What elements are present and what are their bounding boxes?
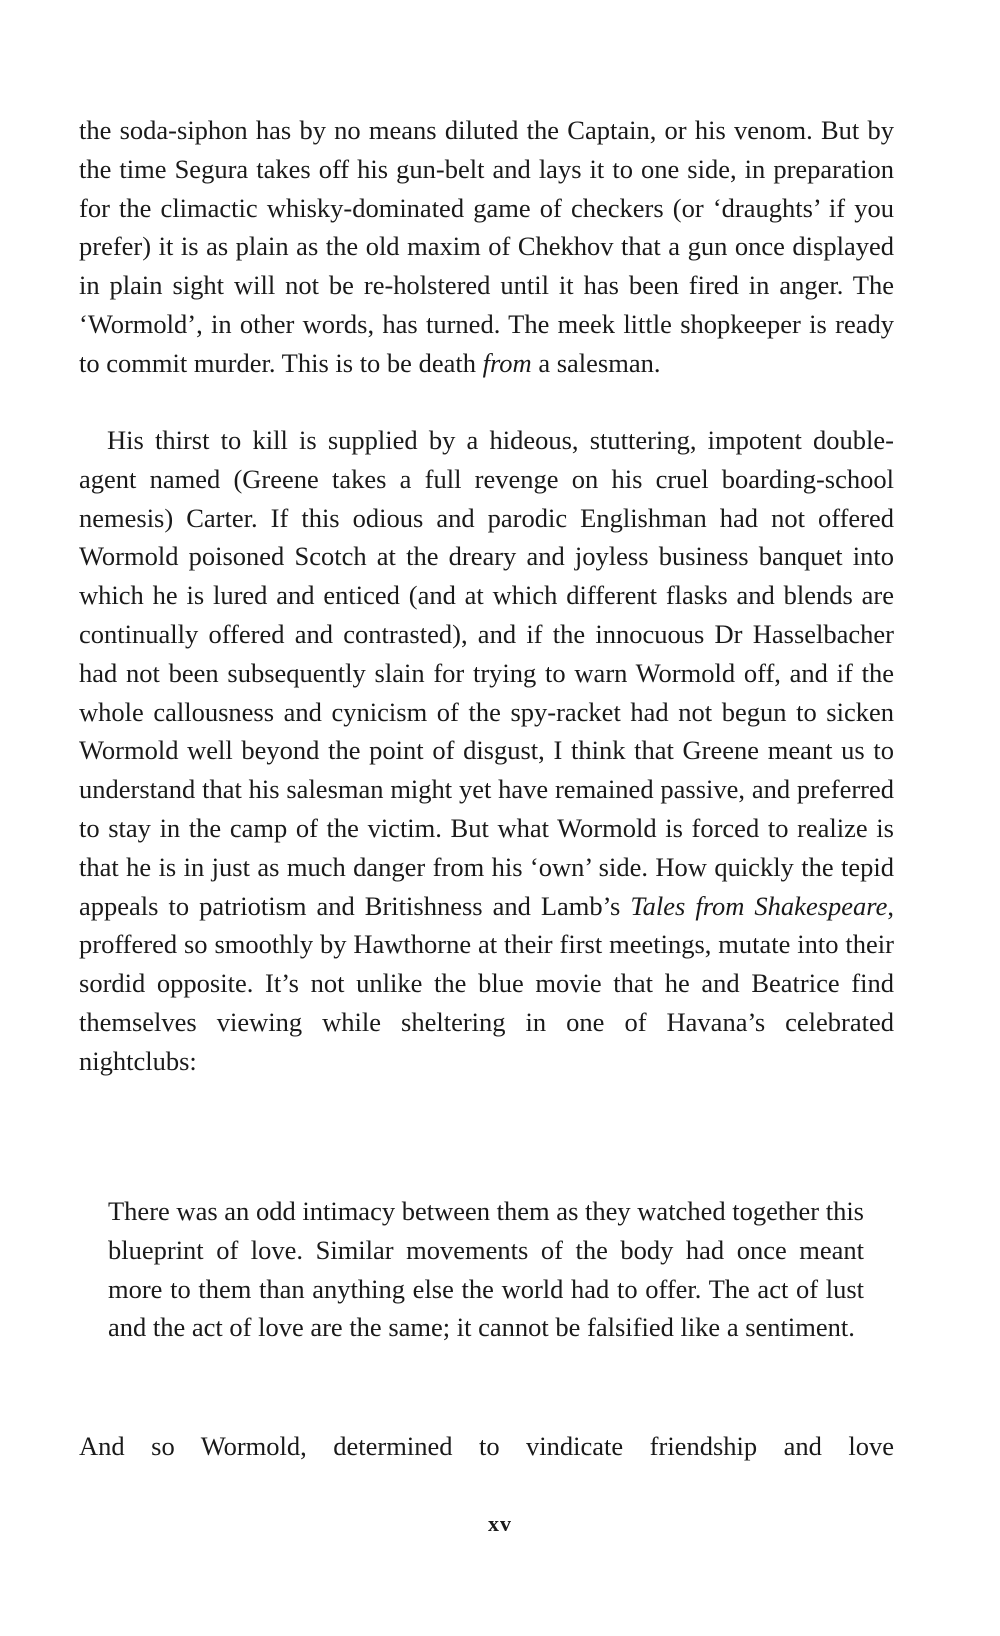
page-number: xv (488, 1511, 512, 1536)
paragraph-1-text-end: a salesman. (531, 347, 661, 378)
paragraph-2-italic-title: Tales from Shakespeare (630, 890, 888, 921)
body-text-block-2 (79, 421, 894, 1081)
paragraph-1 (79, 111, 894, 383)
body-text-block-1 (79, 111, 894, 383)
paragraph-2-text-start: His thirst to kill is supplied by a hideous, stuttering, impotent double-agent named (Greene takes a full revenge on his cruel boarding-school nemesis) Carter. If this odious and parodic Englishman had not offered Wormold poisoned Scotch at the dreary and joyless business banquet into which he is lured and enticed (and at which different flasks and blends are continually offered and contrasted), and if the innocuous Dr Hasselbacher had not been subsequently slain for trying to warn Wormold off, and if the whole callousness and cynicism of the spy-racket had not begun to sicken Wormold well beyond the point of disgust, I think that Greene meant us to understand that his salesman might yet have remained passive, and preferred to stay in the camp of the victim. But what Wormold is forced to realize is that he is in just as much danger from his ‘own’ side. How quickly the tepid appeals to patriotism and Britishness and Lamb’s (79, 425, 894, 921)
block-quote (108, 1192, 864, 1347)
closing-line: And so Wormold, determined to vindicate friendship and love (79, 1431, 894, 1461)
paragraph-2 (79, 421, 894, 1081)
paragraph-1-italic: from (482, 347, 532, 378)
paragraph-2-text-end: , proffered so smoothly by Hawthorne at their first meetings, mutate into their sordid opposite. It’s not unlike the blue movie that he and Beatrice find themselves viewing while sheltering in one of Havana’s celebrated nightclubs: (79, 890, 894, 1076)
block-quote-text: There was an odd intimacy between them as they watched together this blueprint of love. Similar movements of the body had once meant more to them than anything else the world had to offer. The act of lust and the act of love are the same; it cannot be falsified like a sentiment. (108, 1196, 864, 1343)
paragraph-1-text-start: the soda-siphon has by no means diluted the Captain, or his venom. But by the time Segura takes off his gun-belt and lays it to one side, in preparation for the climactic whisky-dominated game of checkers (or ‘draughts’ if you prefer) it is as plain as the old maxim of Chekhov that a gun once displayed in plain sight will not be re-holstered until it has been fired in anger. The ‘Wormold’, in other words, has turned. The meek little shopkeeper is ready to commit murder. This is to be death (79, 115, 894, 378)
